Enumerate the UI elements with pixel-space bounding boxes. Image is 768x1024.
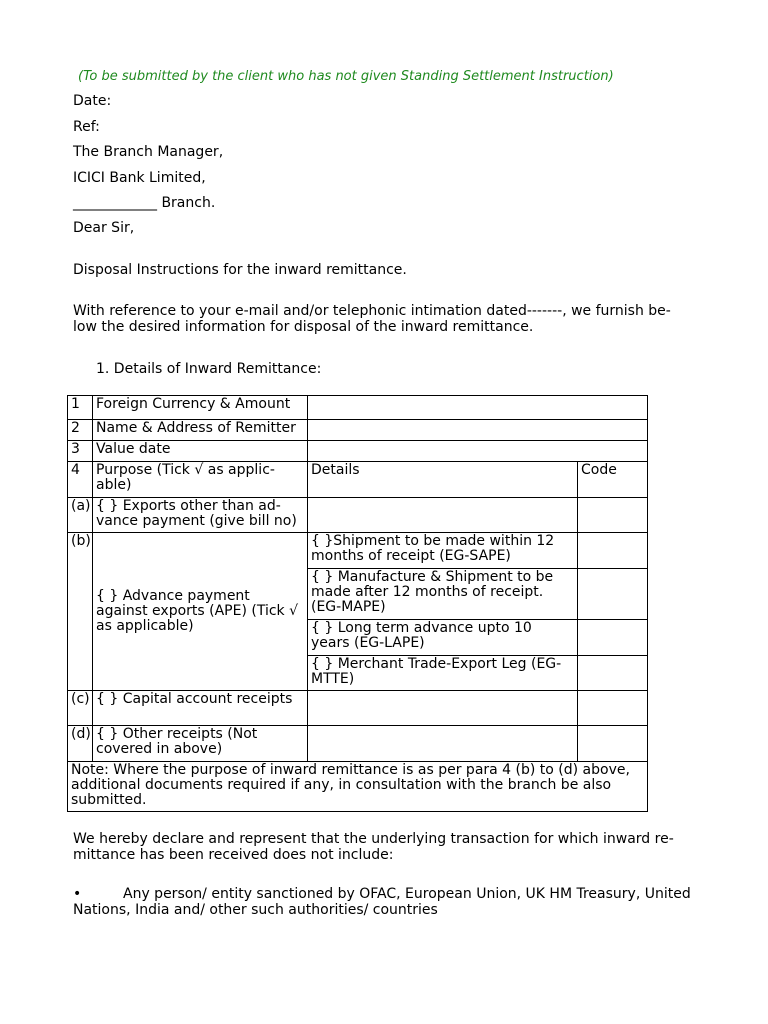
details-cell[interactable] bbox=[308, 726, 578, 762]
row-label: Value date bbox=[93, 441, 308, 462]
details-cell[interactable] bbox=[308, 691, 578, 726]
table-note: Note: Where the purpose of inward remittance is as per para 4 (b) to (d) above, additional documents required if any, in consultation with the branch be also submitted. bbox=[68, 762, 648, 812]
value-cell[interactable] bbox=[308, 420, 648, 441]
value-cell[interactable] bbox=[308, 441, 648, 462]
instruction-note: (To be submitted by the client who has not given Standing Settlement Instruction) bbox=[78, 69, 614, 84]
table-row bbox=[68, 533, 648, 569]
table-row bbox=[68, 498, 648, 533]
branch-line: ____________ Branch. bbox=[73, 195, 216, 211]
code-cell[interactable] bbox=[578, 498, 648, 533]
option-cell[interactable]: { } Long term advance upto 10 years (EG-LAPE) bbox=[308, 620, 578, 656]
row-number: (b) bbox=[68, 533, 93, 691]
bullet-text: Any person/ entity sanctioned by OFAC, European Union, UK HM Treasury, United Nations, India and/ other such authorities/ countries bbox=[73, 886, 691, 918]
code-cell[interactable] bbox=[578, 656, 648, 691]
option-cell[interactable]: { }Shipment to be made within 12 months of receipt (EG-SAPE) bbox=[308, 533, 578, 569]
addressee: The Branch Manager, bbox=[73, 144, 224, 160]
row-number: 3 bbox=[68, 441, 93, 462]
code-header: Code bbox=[578, 462, 648, 498]
table-row bbox=[68, 462, 648, 498]
bullet-icon: • bbox=[73, 886, 82, 902]
code-cell[interactable] bbox=[578, 726, 648, 762]
row-label: { } Capital account receipts bbox=[93, 691, 308, 726]
row-number: (d) bbox=[68, 726, 93, 762]
row-label: { } Exports other than ad-vance payment (give bill no) bbox=[93, 498, 308, 533]
option-cell[interactable]: { } Manufacture & Shipment to be made after 12 months of receipt. (EG-MAPE) bbox=[308, 569, 578, 620]
row-number: 4 bbox=[68, 462, 93, 498]
ref-label: Ref: bbox=[73, 119, 100, 135]
option-cell[interactable]: { } Merchant Trade-Export Leg (EG-MTTE) bbox=[308, 656, 578, 691]
subject-line: Disposal Instructions for the inward remittance. bbox=[73, 262, 407, 278]
table-row bbox=[68, 396, 648, 420]
intro-paragraph: With reference to your e-mail and/or telephonic intimation dated-------, we furnish be-low the desired information for disposal of the inward remittance. bbox=[73, 303, 671, 335]
bullet-item bbox=[73, 886, 693, 918]
row-number: 2 bbox=[68, 420, 93, 441]
table-row bbox=[68, 420, 648, 441]
value-cell[interactable] bbox=[308, 396, 648, 420]
date-label: Date: bbox=[73, 93, 112, 109]
row-number: (c) bbox=[68, 691, 93, 726]
details-header: Details bbox=[308, 462, 578, 498]
code-cell[interactable] bbox=[578, 691, 648, 726]
code-cell[interactable] bbox=[578, 620, 648, 656]
code-cell[interactable] bbox=[578, 569, 648, 620]
row-label: { } Other receipts (Not covered in above) bbox=[93, 726, 308, 762]
section-heading: 1. Details of Inward Remittance: bbox=[96, 361, 322, 377]
row-number: 1 bbox=[68, 396, 93, 420]
table-row bbox=[68, 762, 648, 812]
row-number: (a) bbox=[68, 498, 93, 533]
bank-name: ICICI Bank Limited, bbox=[73, 170, 206, 186]
row-label: { } Advance payment against exports (APE) (Tick √ as applicable) bbox=[93, 533, 308, 691]
table-row bbox=[68, 726, 648, 762]
table-row bbox=[68, 441, 648, 462]
row-label: Name & Address of Remitter bbox=[93, 420, 308, 441]
declaration-paragraph: We hereby declare and represent that the underlying transaction for which inward re-mittance has been received does not include: bbox=[73, 831, 674, 863]
code-cell[interactable] bbox=[578, 533, 648, 569]
salutation: Dear Sir, bbox=[73, 220, 135, 236]
table-row bbox=[68, 691, 648, 726]
inward-remittance-table bbox=[67, 395, 648, 812]
details-cell[interactable] bbox=[308, 498, 578, 533]
row-label: Foreign Currency & Amount bbox=[93, 396, 308, 420]
row-label: Purpose (Tick √ as applic-able) bbox=[93, 462, 308, 498]
